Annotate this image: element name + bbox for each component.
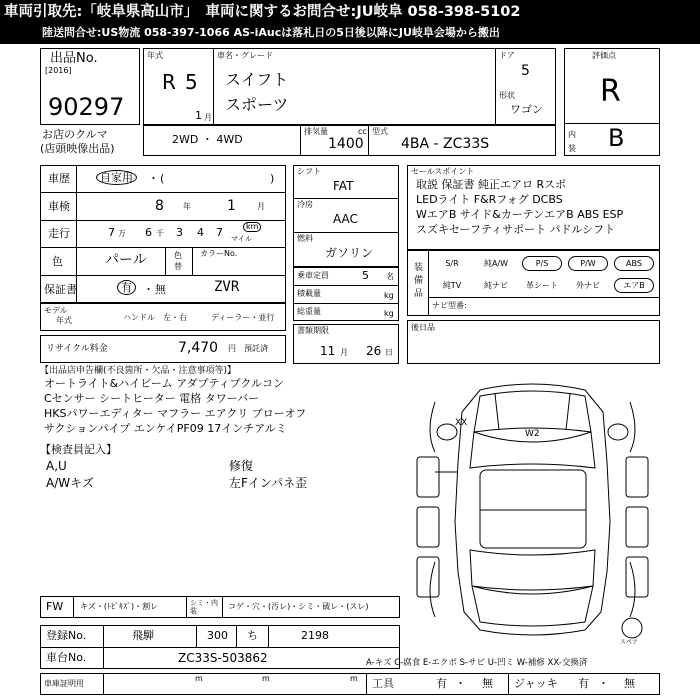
equip-ext-navi: 外ナビ: [568, 278, 608, 293]
score-value: R: [600, 74, 621, 109]
shape-value: ワゴン: [510, 103, 543, 116]
chassis-number: ZC33S-503862: [178, 651, 268, 665]
sales-line-2: LEDライト F&Rフォグ DCBS: [416, 193, 563, 206]
doors-label: ドア: [499, 51, 515, 60]
damage-legend: A-キズ C-腐食 E-エクボ S-サビ U-凹ミ W-補修 XX-交換済: [366, 658, 588, 668]
equip-ps: P/S: [522, 256, 562, 271]
inspector-left1: A,U: [46, 459, 67, 473]
inspection-year: 8: [155, 198, 164, 214]
color-code-label: カラーNo.: [200, 249, 238, 258]
displacement-label: 排気量: [304, 127, 328, 136]
model-grade: スポーツ: [225, 95, 289, 114]
inspection-month: 1: [227, 198, 236, 214]
equip-a-w: 純A/W: [476, 256, 516, 271]
equip-abs: ABS: [614, 256, 654, 271]
notes-line-2: Cセンサー シートヒーター 電格 タワーバー: [44, 392, 260, 405]
score-label: 評価点: [592, 51, 616, 60]
notes-line-4: サクションパイプ エンケイPF09 17インチアルミ: [44, 422, 287, 435]
diagram-mark-w2: W2: [525, 429, 540, 439]
recycle-value: 7,470: [178, 340, 219, 356]
lot-number: 90297: [48, 93, 125, 121]
mileage-unit-km: km: [243, 222, 261, 232]
color-value: パール: [105, 252, 147, 268]
deadline-day: 26: [366, 344, 382, 358]
type-label: 型式: [372, 127, 388, 136]
drive-options: 2WD ・ 4WD: [172, 133, 243, 146]
navi-model-label: ナビ型番:: [432, 301, 467, 310]
capacity-value: 5: [362, 269, 369, 282]
year-value: 5: [185, 70, 198, 94]
notes-line-3: HKSパワーエディター マフラー エアクリ ブローオフ: [44, 407, 307, 420]
inspector-right2: 左Fインパネ歪: [229, 476, 308, 490]
color-label: 色: [52, 255, 63, 268]
year-month: 1: [195, 109, 202, 122]
registration-class: 300: [207, 629, 228, 642]
registration-kana: ち: [247, 629, 258, 642]
model-name: スイフト: [225, 70, 289, 89]
mileage-label: 走行: [48, 227, 70, 240]
inspector-left2: A/Wキズ: [46, 476, 94, 490]
registration-number: 2198: [301, 629, 329, 642]
shape-label: 形状: [499, 91, 515, 100]
interior-label: 内装: [568, 130, 576, 153]
warranty-no: 無: [155, 283, 166, 296]
header-line1: 車両引取先:「岐阜県高山市」 車両に関するお問合せ:JU岐阜 058-398-5102: [4, 4, 521, 20]
shop-label1: お店のクルマ: [42, 128, 108, 141]
shop-label2: (店頭映像出品): [40, 142, 115, 155]
sales-line-3: WエアB サイド&カーテンエアB ABS ESP: [416, 208, 624, 221]
diagram-mark-xx: XX: [455, 418, 468, 428]
notes-line-1: オートライト&ハイビーム アダプティブクルコン: [44, 377, 284, 390]
header-line2: 陸送問合せ:US物流 058-397-1066 AS-iAucは落札日の5日後以降にJU岐阜会場から搬出: [42, 26, 500, 39]
history-private: 自家用: [96, 172, 137, 183]
displacement-unit: cc: [358, 127, 367, 136]
displacement-value: 1400: [328, 136, 364, 152]
fw-items2: コゲ・穴・(汚レ)・シミ・破レ・(スレ): [228, 602, 369, 611]
ac-value: AAC: [333, 212, 358, 226]
year-month-unit: 月: [204, 113, 212, 122]
sales-line-1: 取説 保証書 純正エアロ Rスポ: [416, 178, 567, 191]
warranty-yes: 有: [117, 282, 136, 293]
doors-value: 5: [521, 63, 530, 79]
equipment-label: 装備品: [414, 263, 424, 299]
shift-value: FAT: [333, 179, 354, 193]
car-damage-diagram: [405, 372, 660, 644]
interior-value: B: [608, 124, 625, 152]
warranty-label: 保証書: [44, 283, 77, 296]
notes-label: 【出品店申告欄(不良箇所・欠品・注意事項等)】: [40, 366, 237, 376]
lot-label: 出品No.: [50, 51, 98, 66]
color-change-label: 色替: [174, 251, 182, 271]
deadline-month: 11: [320, 344, 336, 358]
year-label: 年式: [147, 51, 163, 60]
recycle-label: リサイクル料金: [46, 344, 108, 354]
equip-leather: 革シート: [522, 278, 562, 293]
post-date-box: [407, 320, 660, 364]
fuel-value: ガソリン: [325, 246, 374, 260]
type-value: 4BA - ZC33S: [401, 136, 490, 152]
diagram-spare-label: スペア: [620, 639, 639, 644]
inspection-label: 車検: [48, 200, 70, 213]
inspector-right1: 修復: [229, 459, 254, 473]
recycle-note: 預託済: [244, 344, 268, 353]
inspector-label: 【検査員記入】: [40, 443, 117, 456]
equip-tv: 純TV: [432, 278, 472, 293]
equip-pw: P/W: [568, 256, 608, 271]
equip-sr: S/R: [432, 256, 472, 271]
model-label: 車名・グレード: [217, 51, 273, 60]
registration-place: 飛騨: [132, 629, 154, 642]
color-code: ZVR: [214, 279, 240, 295]
year-era: R: [162, 70, 176, 94]
fw-items: キズ・(ﾄﾋﾞｷｽﾞ)・割レ: [80, 602, 159, 611]
equip-navi: 純ナビ: [476, 278, 516, 293]
lot-year-tag: [2016]: [45, 66, 72, 75]
equip-airbag: エアB: [614, 278, 654, 293]
header-bar: [0, 0, 700, 44]
history-label: 車歴: [48, 172, 70, 185]
sales-line-4: スズキセーフティサポート パドルシフト: [416, 223, 616, 236]
